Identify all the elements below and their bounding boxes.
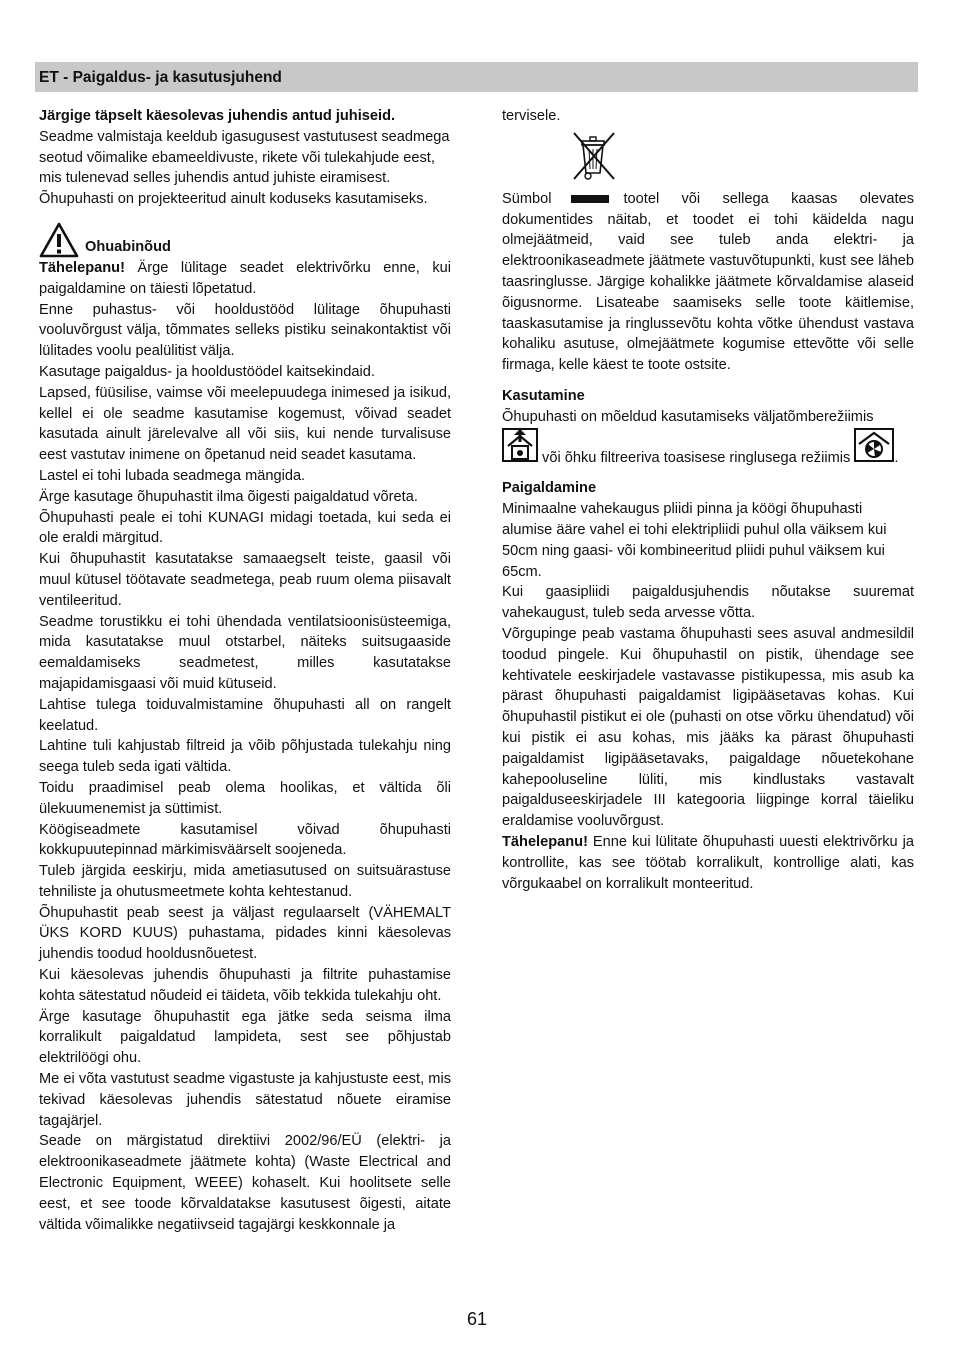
safety-paragraph: Enne puhastus- või hooldustööd lülitage õhupuhasti vooluvõrgust välja, tõmmates selleks pistiku seinakontaktist või lülitades voolu pealülitist välja.: [39, 301, 451, 360]
extraction-mode-icon: [502, 428, 538, 469]
safety-paragraph: Lahtine tuli kahjustab filtreid ja võib põhjustada tulekahju ning seega tuleb seda igati vältida.: [39, 738, 451, 776]
safety-paragraph: Me ei võta vastutust seadme vigastuste ja kahjustuste eest, mis tekivad käesolevas juhendis sätestatud nõuete eiramise tagajärjel.: [39, 1071, 451, 1129]
install-title: Paigaldamine: [502, 480, 597, 497]
install-paragraph: Kui gaasipliidi paigaldusjuhendis nõutakse suuremat vahekaugust, tuleb seda arvesse võtta.: [502, 584, 914, 622]
safety-paragraph: Tuleb järgida eeskirju, mida ametiasutused on suitsuärastuse tehniliste ja ohutusmeetmete kohta kehtestanud.: [39, 863, 451, 900]
intro-text: Seadme valmistaja keeldub igasugusest vastutusest seadmega seotud võimalike ebameeldivuste, rikete või tulekahjude eest, mis tulenevad selles juhendis antud juhiste eiramisest. Õhupuhasti on projekteeritud ainult koduseks kasutamiseks.: [39, 128, 450, 208]
attention-paragraph: Tähelepanu! Ärge lülitage seadet elektrivõrku enne, kui paigaldamine on täiesti lõpetatud.: [39, 259, 451, 297]
safety-paragraph: Ärge kasutage õhupuhastit ega jätke seda seisma ilma korralikult paigaldatud lampideta, sest see põhjustab elektrilöögi ohu.: [39, 1008, 451, 1067]
safety-paragraph: Kasutage paigaldus- ja hooldustöödel kaitsekindaid.: [39, 363, 375, 380]
continuation-text: tervisele.: [502, 108, 561, 124]
safety-paragraph: Kui käesolevas juhendis õhupuhasti ja filtrite puhastamise kohta sätestatud nõudeid ei täideta, võib tekkida tulekahju oht.: [39, 967, 451, 1004]
safety-paragraph: Lastel ei tohi lubada seadmega mängida.: [39, 467, 306, 484]
safety-paragraph: Õhupuhasti peale ei tohi KUNAGI midagi toetada, kui seda ei ole eraldi märgitud.: [39, 509, 451, 547]
final-attention-paragraph: Tähelepanu! Enne kui lülitate õhupuhasti uuesti elektrivõrku ja kontrollite, kas see töötab korralikult, kontrollige alati, kas võrgukaabel on korralikult monteeritud.: [502, 833, 914, 892]
safety-paragraph: Lapsed, füüsilise, vaimse või meelepuudega inimesed ja isikud, kellel ei ole seadme kasutamise kogemust, võivad seadet kasutada ainult järelevalve all või siis, kui nende turvalisuse eest vastutav inimene on õpetanud neid seadet kasutama.: [39, 384, 451, 464]
weee-bin-symbol: [570, 131, 914, 183]
warning-title: Ohuabinõud: [85, 239, 171, 256]
safety-paragraph: Õhupuhastit peab seest ja väljast regulaarselt (VÄHEMALT ÜKS KORD KUUS) puhastama, pidades kinni käesolevas juhendis toodud hooldusnõuetest.: [39, 904, 451, 963]
safety-paragraph: Seade on märgistatud direktiivi 2002/96/EÜ (elektri- ja elektroonikaseadmete jäätmete kohta) (Waste Electrical and Electronic Equipment, WEEE) kohaselt. Kui hoolitsete selle eest, et see toode kõrvaldatakse kasutusest õigesti, aitate vältida võimalikke negatiivseid tagajärgi keskkonnale ja: [39, 1133, 451, 1233]
intro-bold: Järgige täpselt käesolevas juhendis antud juhiseid.: [39, 108, 396, 124]
install-paragraph: Minimaalne vahekaugus pliidi pinna ja köögi õhupuhasti alumise ääre vahel ei tohi elektripliidi puhul olla väiksem kui 50cm ning gaasi- või kombineeritud pliidi puhul väiksem kui 65cm.: [502, 501, 887, 580]
symbol-paragraph: Sümbol tootel või sellega kaasas olevates dokumentides näitab, et toodet ei tohi käidelda nagu olmejäätmeid, vaid see tuleb anda elektri- ja elektroonikaseadmete jäätmete vastuvõtupunkti, kust see läheb taasringlusse. Järgige kohalikke jäätmete kõrvaldamise alaseid õigusnorme. Lisateabe saamiseks selle toote käitlemise, taaskasutamise ja ringlussevõtu kohta võtke ühendust vastava kohaliku asutuse, olmejäätmete kogumise ettevõtte või selle firmaga, kelle käest te toote ostsite.: [502, 190, 914, 374]
safety-paragraph: Köögiseadmete kasutamisel võivad õhupuhasti kokkupuutepinnad märkimisväärselt soojeneda.: [39, 821, 451, 859]
section-title: ET - Paigaldus- ja kasutusjuhend: [39, 69, 282, 86]
safety-paragraph: Toidu praadimisel peab olema hoolikas, et vältida õli ülekuumenemist ja süttimist.: [39, 779, 451, 817]
warning-triangle-icon: [39, 222, 79, 258]
safety-paragraph: Lahtise tulega toiduvalmistamine õhupuhasti all on rangelt keelatud.: [39, 696, 451, 734]
page-number: 61: [466, 1309, 488, 1329]
install-paragraph: Võrgupinge peab vastama õhupuhasti sees asuval andmesildil toodud pingele. Kui õhupuhastil on pistik, ühendage see kehtivatele eeskirjadele vastavasse pistikupessa, mis asub ka pärast õhupuhasti paigaldamist ligipääsetavas kohas. Kui õhupuhastil pistikut ei ole (puhasti on otse võrku ühendatud) või kui pistik ei asu kohas, mis jääks ka pärast õhupuhasti paigaldamist ligipääsetavaks, paigaldage nõuetekohane kahepooluseline lüliti, mis kindlustaks vastavalt paigalduseeskirjadele III kategooria liigpinge korral täieliku eraldamise vooluvõrgust.: [502, 625, 914, 830]
safety-paragraph: Kui õhupuhastit kasutatakse samaaegselt teiste, gaasil või muul kütusel töötavate seadmetega, peab ruum olema piisavalt ventileeritud.: [39, 551, 451, 609]
warning-heading: [39, 222, 451, 258]
section-header: [35, 62, 918, 92]
recirculation-mode-icon: [854, 428, 894, 469]
safety-paragraph: Ärge kasutage õhupuhastit ilma õigesti paigaldatud võreta.: [39, 488, 418, 505]
crossed-bin-icon: [570, 131, 618, 181]
usage-paragraph: Õhupuhasti on mõeldud kasutamiseks väljatõmberežiimis või õhku filtreeriva toasisese ringlusega režiimis .: [502, 407, 914, 469]
black-bar-symbol: [571, 195, 609, 203]
left-column: [39, 106, 451, 1235]
right-column: [502, 106, 914, 894]
safety-paragraph: Seadme torustikku ei tohi ühendada ventilatsioonisüsteemiga, mida kasutatakse muul otstarbel, näiteks suitsugaaside eemaldamiseks seadmetest, milles kasutatakse majapidamisgaasi või muid kütuseid.: [39, 613, 451, 692]
usage-title: Kasutamine: [502, 387, 585, 404]
